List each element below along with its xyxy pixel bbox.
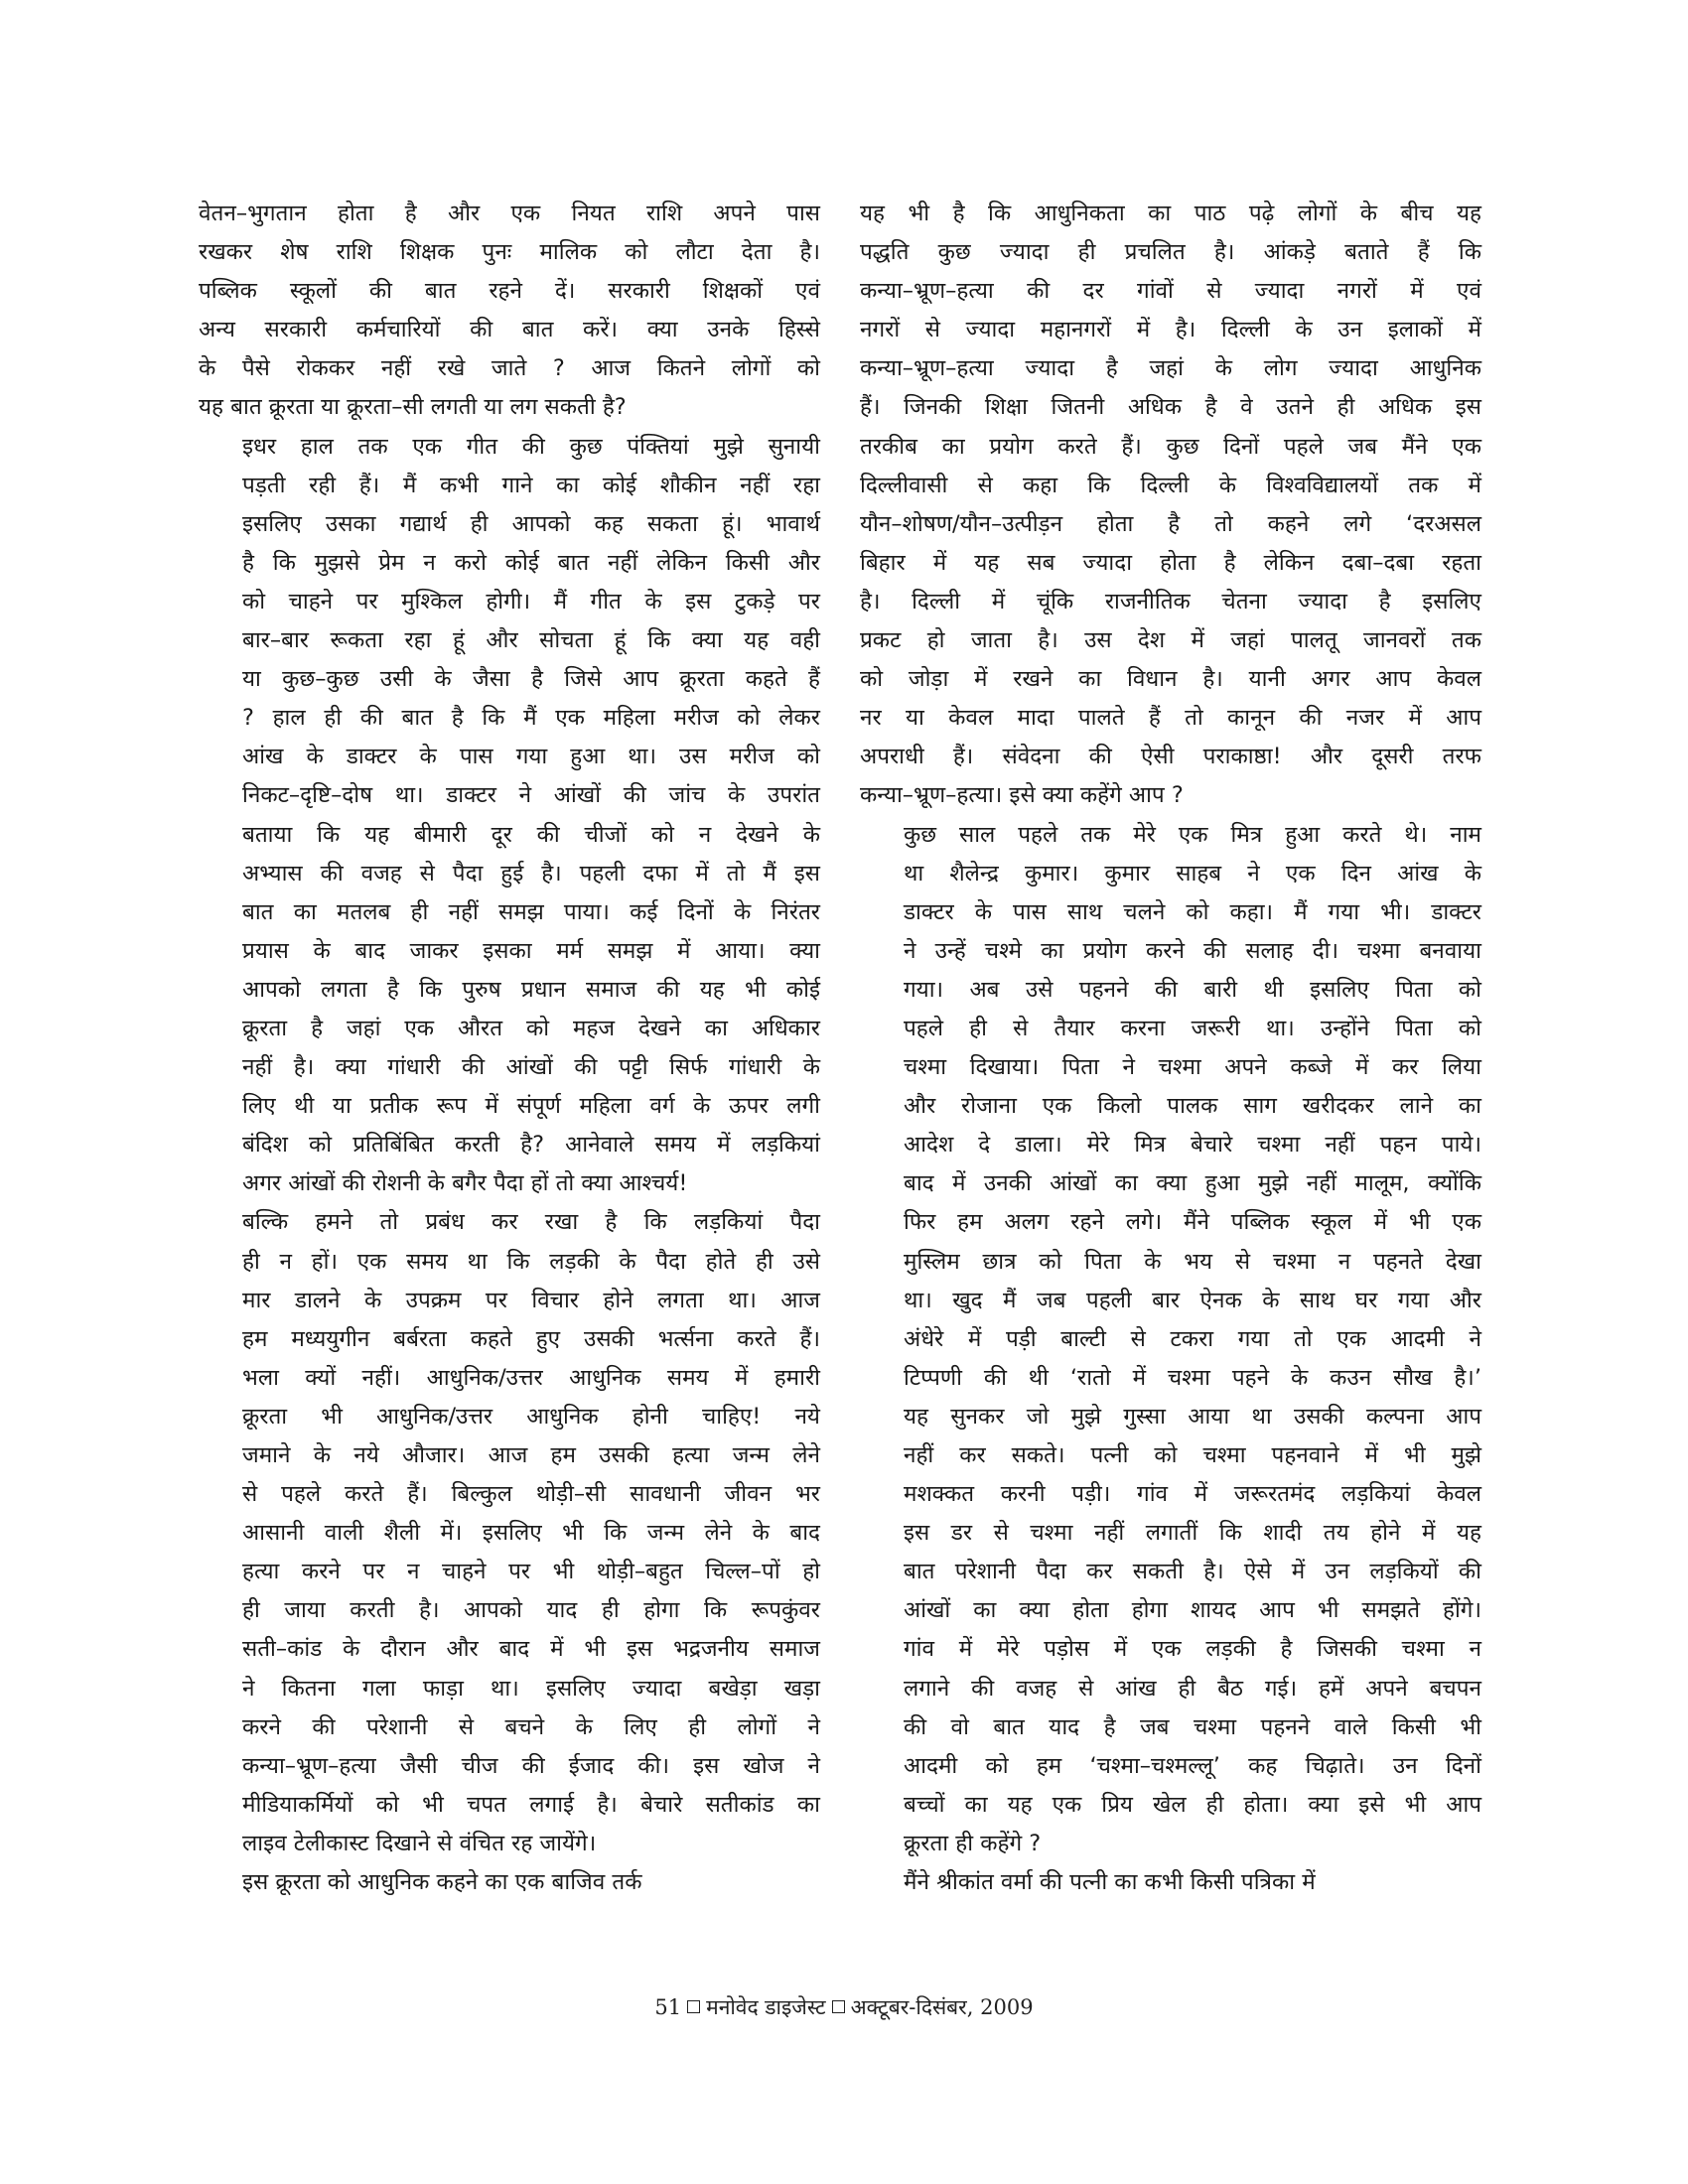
separator-square-icon <box>687 2000 700 2013</box>
text-line: टिप्पणी की थी ‘रातो में चश्मा पहने के कउन सौख है।’ <box>904 1364 1481 1391</box>
text-line: और रोजाना एक किलो पालक साग खरीदकर लाने का <box>904 1093 1481 1120</box>
text-line: दिल्लीवासी से कहा कि दिल्ली के विश्वविद्यालयों तक में <box>860 472 1481 498</box>
text-line: इस डर से चश्मा नहीं लगातीं कि शादी तय होने में यह <box>904 1520 1481 1547</box>
text-line: प्रकट हो जाता है। उस देश में जहां पालतू जानवरों तक <box>860 627 1481 654</box>
text-line: हैं। जिनकी शिक्षा जितनी अधिक है वे उतने ही अधिक इस <box>860 394 1481 421</box>
issue-date: अक्टूबर-दिसंबर, 2009 <box>850 1995 1034 2019</box>
text-line: क्रूरता है जहां एक औरत को महज देखने का अधिकार <box>242 1015 820 1041</box>
text-line: इधर हाल तक एक गीत की कुछ पंक्तियां मुझे सुनायी <box>242 433 820 460</box>
text-line: आदमी को हम ‘चश्मा–चश्मल्लू’ कह चिढ़ाते। उन दिनों <box>904 1752 1481 1779</box>
text-line: गांव में मेरे पड़ोस में एक लड़की है जिसकी चश्मा न <box>904 1636 1481 1663</box>
text-line: पब्लिक स्कूलों की बात रहने दें। सरकारी शिक्षकों एवं <box>199 278 820 305</box>
text-line: लाइव टेलीकास्ट दिखाने से वंचित रह जायेंगे। <box>242 1830 597 1856</box>
paragraph <box>199 1203 820 1863</box>
text-line: निकट–दृष्टि–दोष था। डाक्टर ने आंखों की जांच के उपरांत <box>242 782 820 809</box>
paragraph <box>199 428 820 1204</box>
text-line: यह बात क्रूरता या क्रूरता–सी लगती या लग सकती है? <box>199 394 627 421</box>
text-line: मार डालने के उपक्रम पर विचार होने लगता था। आज <box>242 1287 820 1313</box>
text-line: हम मध्ययुगीन बर्बरता कहते हुए उसकी भर्त्सना करते हैं। <box>242 1325 820 1352</box>
text-line: ने उन्हें चश्मे का प्रयोग करने की सलाह दी। चश्मा बनवाया <box>904 937 1481 964</box>
text-line: कन्या–भ्रूण–हत्या की दर गांवों से ज्यादा नगरों में एवं <box>860 278 1481 305</box>
text-line: कन्या–भ्रूण–हत्या। इसे क्या कहेंगे आप ? <box>860 782 1184 809</box>
text-line: बिहार में यह सब ज्यादा होता है लेकिन दबा–दबा रहता <box>860 549 1481 576</box>
text-line: है कि मुझसे प्रेम न करो कोई बात नहीं लेकिन किसी और <box>242 549 820 576</box>
text-line: आसानी वाली शैली में। इसलिए भी कि जन्म लेने के बाद <box>242 1520 820 1547</box>
text-line: बात परेशानी पैदा कर सकती है। ऐसे में उन लड़कियों की <box>904 1559 1481 1585</box>
text-line: पद्धति कुछ ज्यादा ही प्रचलित है। आंकड़े बताते हैं कि <box>860 239 1481 266</box>
text-line: नहीं कर सकते। पत्नी को चश्मा पहनवाने में भी मुझे <box>904 1442 1481 1468</box>
text-line: डाक्टर के पास साथ चलने को कहा। मैं गया भी। डाक्टर <box>904 898 1481 925</box>
text-line: अंधेरे में पड़ी बाल्टी से टकरा गया तो एक आदमी ने <box>904 1325 1481 1352</box>
text-line: ने कितना गला फाड़ा था। इसलिए ज्यादा बखेड़ा खड़ा <box>242 1675 820 1702</box>
text-line: अभ्यास की वजह से पैदा हुई है। पहली दफा में तो मैं इस <box>242 860 820 887</box>
text-line: प्रयास के बाद जाकर इसका मर्म समझ में आया। क्या <box>242 937 820 964</box>
text-line: को जोड़ा में रखने का विधान है। यानी अगर आप केवल <box>860 666 1481 693</box>
text-line: तरकीब का प्रयोग करते हैं। कुछ दिनों पहले जब मैंने एक <box>860 433 1481 460</box>
paragraph <box>199 1863 820 1902</box>
text-line: मशक्कत करनी पड़ी। गांव में जरूरतमंद लड़कियां केवल <box>904 1481 1481 1508</box>
text-line: इस क्रूरता को आधुनिक कहने का एक बाजिव तर्क <box>242 1869 642 1896</box>
text-line: बाद में उनकी आंखों का क्या हुआ मुझे नहीं मालूम, क्योंकि <box>904 1170 1481 1197</box>
text-line: है। दिल्ली में चूंकि राजनीतिक चेतना ज्यादा है इसलिए <box>860 588 1481 614</box>
paragraph <box>199 195 820 428</box>
text-line: आदेश दे डाला। मेरे मित्र बेचारे चश्मा नहीं पहन पाये। <box>904 1132 1481 1159</box>
text-line: को चाहने पर मुश्किल होगी। मैं गीत के इस टुकड़े पर <box>242 588 820 614</box>
text-line: ? हाल ही की बात है कि मैं एक महिला मरीज को लेकर <box>242 705 820 732</box>
text-line: नहीं है। क्या गांधारी की आंखों की पट्टी सिर्फ गांधारी के <box>242 1054 820 1081</box>
text-line: भला क्यों नहीं। आधुनिक/उत्तर आधुनिक समय में हमारी <box>242 1364 820 1391</box>
text-line: यौन–शोषण/यौन–उत्पीड़न होता है तो कहने लगे ‘दरअसल <box>860 510 1481 537</box>
text-line: इसलिए उसका गद्यार्थ ही आपको कह सकता हूं। भावार्थ <box>242 510 820 537</box>
text-line: ही न हों। एक समय था कि लड़की के पैदा होते ही उसे <box>242 1248 820 1275</box>
text-line: पड़ती रही हैं। मैं कभी गाने का कोई शौकीन नहीं रहा <box>242 472 820 498</box>
text-line: सती–कांड के दौरान और बाद में भी इस भद्रजनीय समाज <box>242 1636 820 1663</box>
text-line: बच्चों का यह एक प्रिय खेल ही होता। क्या इसे भी आप <box>904 1791 1481 1818</box>
text-line: अपराधी हैं। संवेदना की ऐसी पराकाष्ठा! और दूसरी तरफ <box>860 744 1481 770</box>
text-line: बल्कि हमने तो प्रबंध कर रखा है कि लड़कियां पैदा <box>242 1209 820 1236</box>
text-line: लगाने की वजह से आंख ही बैठ गई। हमें अपने बचपन <box>904 1675 1481 1702</box>
right-column <box>860 195 1481 1902</box>
text-line: नगरों से ज्यादा महानगरों में है। दिल्ली के उन इलाकों में <box>860 317 1481 343</box>
text-line: के पैसे रोककर नहीं रखे जाते ? आज कितने लोगों को <box>199 355 820 382</box>
text-line: कुछ साल पहले तक मेरे एक मित्र हुआ करते थे। नाम <box>904 821 1481 848</box>
text-line: नर या केवल मादा पालते हैं तो कानून की नजर में आप <box>860 705 1481 732</box>
text-line: वेतन–भुगतान होता है और एक नियत राशि अपने पास <box>199 201 820 226</box>
text-line: मुस्लिम छात्र को पिता के भय से चश्मा न पहनते देखा <box>904 1248 1481 1275</box>
text-line: से पहले करते हैं। बिल्कुल थोड़ी–सी सावधानी जीवन भर <box>242 1481 820 1508</box>
text-line: कन्या–भ्रूण–हत्या जैसी चीज की ईजाद की। इस खोज ने <box>242 1752 820 1779</box>
text-line: अन्य सरकारी कर्मचारियों की बात करें। क्या उनके हिस्से <box>199 317 820 343</box>
text-line: रखकर शेष राशि शिक्षक पुनः मालिक को लौटा देता है। <box>199 239 820 266</box>
text-line: चश्मा दिखाया। पिता ने चश्मा अपने कब्जे में कर लिया <box>904 1054 1481 1081</box>
text-line: बात का मतलब ही नहीं समझ पाया। कई दिनों के निरंतर <box>242 898 820 925</box>
text-line: अगर आंखों की रोशनी के बगैर पैदा हों तो क्या आश्चर्य! <box>242 1170 688 1197</box>
text-line: करने की परेशानी से बचने के लिए ही लोगों ने <box>242 1713 820 1740</box>
text-line: या कुछ–कुछ उसी के जैसा है जिसे आप क्रूरता कहते हैं <box>242 666 820 693</box>
text-line: आंखों का क्या होता होगा शायद आप भी समझते होंगे। <box>904 1597 1481 1624</box>
paragraph <box>860 1863 1481 1902</box>
page-footer <box>0 1993 1688 2021</box>
text-line: ही जाया करती है। आपको याद ही होगा कि रूपकुंवर <box>242 1597 820 1624</box>
page-number: 51 <box>654 1995 682 2019</box>
text-line: था। खुद मैं जब पहली बार ऐनक के साथ घर गया और <box>904 1287 1481 1313</box>
text-line: क्रूरता भी आधुनिक/उत्तर आधुनिक होनी चाहिए! नये <box>242 1403 820 1430</box>
text-line: हत्या करने पर न चाहने पर भी थोड़ी–बहुत चिल्ल–पों हो <box>242 1559 820 1585</box>
text-line: बार–बार रूकता रहा हूं और सोचता हूं कि क्या यह वही <box>242 627 820 654</box>
journal-name: मनोवेद डाइजेस्ट <box>706 1995 826 2019</box>
text-line: क्रूरता ही कहेंगे ? <box>904 1830 1042 1856</box>
text-line: आपको लगता है कि पुरुष प्रधान समाज की यह भी कोई <box>242 976 820 1003</box>
text-line: फिर हम अलग रहने लगे। मैंने पब्लिक स्कूल में भी एक <box>904 1209 1481 1236</box>
text-line: लिए थी या प्रतीक रूप में संपूर्ण महिला वर्ग के ऊपर लगी <box>242 1093 820 1120</box>
paragraph <box>860 195 1481 816</box>
text-line: यह भी है कि आधुनिकता का पाठ पढ़े लोगों के बीच यह <box>860 201 1481 226</box>
text-line: जमाने के नये औजार। आज हम उसकी हत्या जन्म लेने <box>242 1442 820 1468</box>
left-column <box>199 195 820 1902</box>
text-line: गया। अब उसे पहनने की बारी थी इसलिए पिता को <box>904 976 1481 1003</box>
text-line: था शैलेन्द्र कुमार। कुमार साहब ने एक दिन आंख के <box>904 860 1481 887</box>
text-line: मैंने श्रीकांत वर्मा की पत्नी का कभी किसी पत्रिका में <box>904 1869 1316 1896</box>
text-line: मीडियाकर्मियों को भी चपत लगाई है। बेचारे सतीकांड का <box>242 1791 820 1818</box>
text-line: बताया कि यह बीमारी दूर की चीजों को न देखने के <box>242 821 820 848</box>
text-line: यह सुनकर जो मुझे गुस्सा आया था उसकी कल्पना आप <box>904 1403 1481 1430</box>
text-line: की वो बात याद है जब चश्मा पहनने वाले किसी भी <box>904 1713 1481 1740</box>
text-line: पहले ही से तैयार करना जरूरी था। उन्होंने पिता को <box>904 1015 1481 1041</box>
text-line: कन्या–भ्रूण–हत्या ज्यादा है जहां के लोग ज्यादा आधुनिक <box>860 355 1481 382</box>
text-line: आंख के डाक्टर के पास गया हुआ था। उस मरीज को <box>242 744 820 770</box>
separator-square-icon <box>832 2000 845 2013</box>
paragraph <box>860 816 1481 1864</box>
text-line: बंदिश को प्रतिबिंबित करती है? आनेवाले समय में लड़कियां <box>242 1132 820 1159</box>
